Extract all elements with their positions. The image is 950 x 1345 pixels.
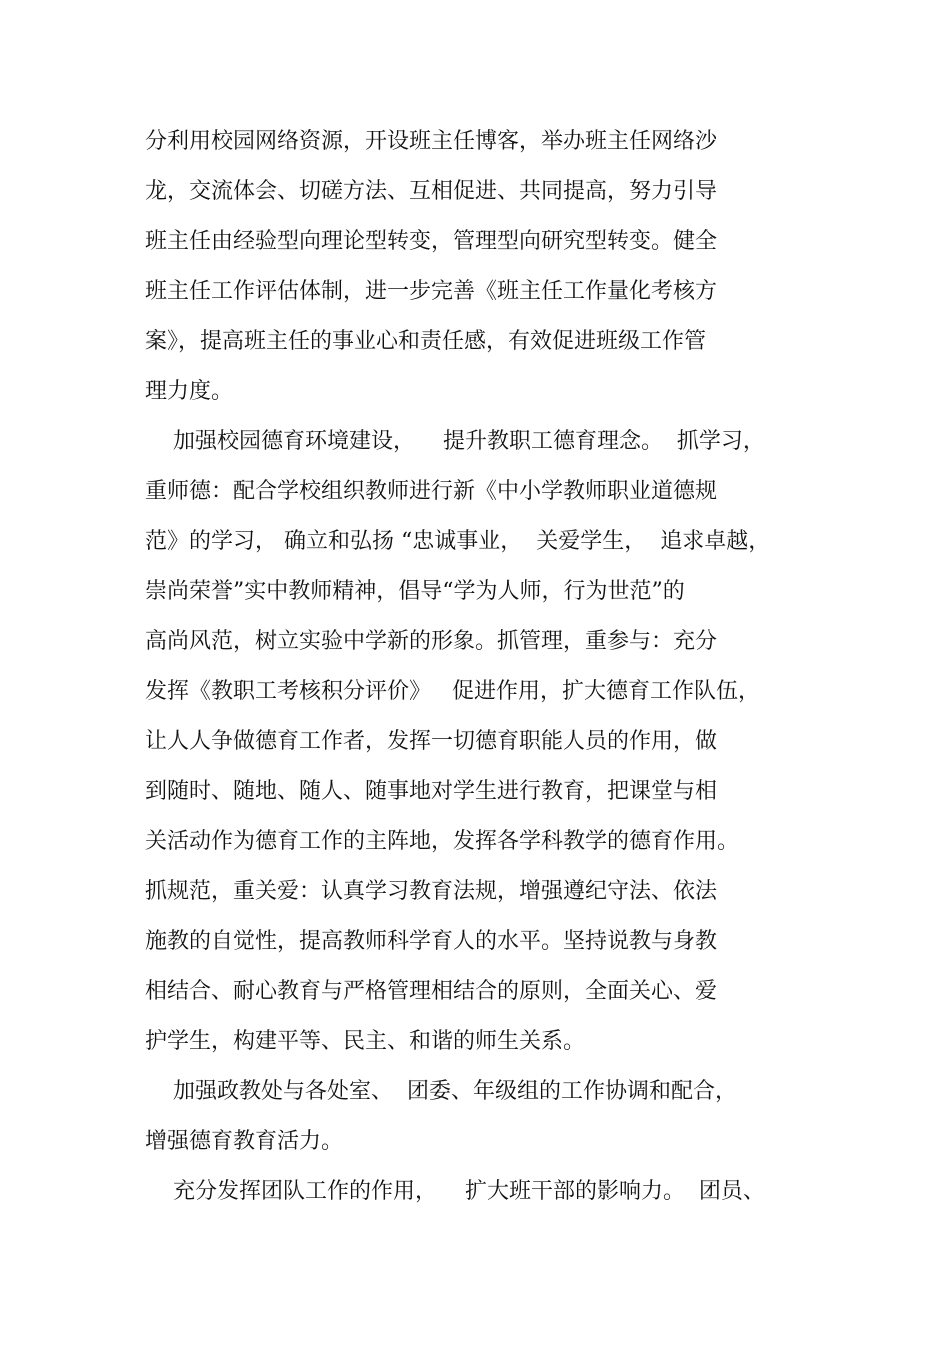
text-line: 班主任工作评估体制，进一步完善《班主任工作量化考核方 xyxy=(145,279,718,304)
text-line: 增强德育教育活力。 xyxy=(145,1129,344,1154)
text-line: 关活动作为德育工作的主阵地，发挥各学科教学的德育作用。 xyxy=(145,829,740,854)
text-line: 重师德：配合学校组织教师进行新《中小学教师职业道德规 xyxy=(145,479,718,504)
text-line: 高尚风范，树立实验中学新的形象。抓管理，重参与：充分 xyxy=(145,629,718,654)
text-line: 案》，提高班主任的事业心和责任感，有效促进班级工作管 xyxy=(145,329,707,354)
text-line: 护学生，构建平等、民主、和谐的师生关系。 xyxy=(145,1029,586,1054)
text-line: 范》的学习， 确立和弘扬 “忠诚事业， 关爱学生， 追求卓越， xyxy=(145,529,771,554)
text-line: 理力度。 xyxy=(145,379,234,404)
text-line: 让人人争做德育工作者，发挥一切德育职能人员的作用，做 xyxy=(145,729,718,754)
text-line: 分利用校园网络资源，开设班主任博客，举办班主任网络沙 xyxy=(145,129,718,154)
text-line: 到随时、随地、随人、随事地对学生进行教育，把课堂与相 xyxy=(145,779,718,804)
text-line: 龙，交流体会、切磋方法、互相促进、共同提高，努力引导 xyxy=(145,179,718,204)
text-line: 崇尚荣誉”实中教师精神，倡导“学为人师，行为世范”的 xyxy=(145,579,685,604)
text-line: 加强校园德育环境建设， 提升教职工德育理念。 抓学习， xyxy=(145,429,765,454)
text-line: 班主任由经验型向理论型转变，管理型向研究型转变。健全 xyxy=(145,229,718,254)
text-line: 施教的自觉性，提高教师科学育人的水平。坚持说教与身教 xyxy=(145,929,718,954)
text-line: 相结合、耐心教育与严格管理相结合的原则，全面关心、爱 xyxy=(145,979,718,1004)
text-line: 充分发挥团队工作的作用， 扩大班干部的影响力。 团员、 xyxy=(145,1179,765,1204)
text-line: 加强政教处与各处室、 团委、年级组的工作协调和配合， xyxy=(145,1079,737,1104)
text-line: 抓规范，重关爱：认真学习教育法规，增强遵纪守法、依法 xyxy=(145,879,718,904)
text-line: 发挥《教职工考核积分评价》 促进作用，扩大德育工作队伍， xyxy=(145,679,760,704)
